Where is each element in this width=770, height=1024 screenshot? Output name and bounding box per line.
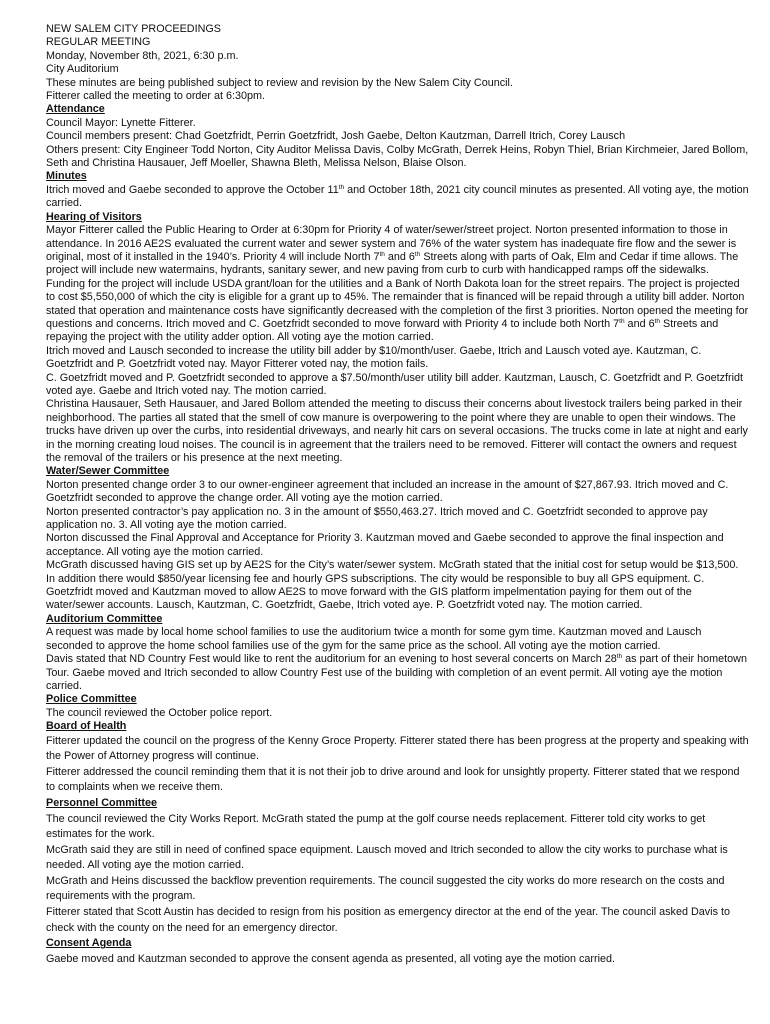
meeting-date: Monday, November 8th, 2021, 6:30 p.m. bbox=[46, 49, 239, 62]
superscript: th bbox=[379, 250, 385, 258]
city-works-paragraph: The council reviewed the City Works Report. McGrath stated the pump at the golf course needs replacement. Fitterer told city works to get estimates for the work. bbox=[46, 812, 706, 841]
call-to-order: Fitterer called the meeting to order at 6:30pm. bbox=[46, 90, 266, 103]
auditorium-heading: Auditorium Committee bbox=[46, 612, 163, 625]
consent-heading: Consent Agenda bbox=[46, 937, 132, 950]
meeting-location: City Auditorium bbox=[46, 63, 119, 76]
police-heading: Police Committee bbox=[46, 693, 137, 706]
adder-motion-paragraph: Itrich moved and Lausch seconded to increase the utility bill adder by $10/month/user. Gaebe, Itrich and Lausch voted aye. Kautzman, C. Goetzfridt and P. Goetzfridt voted nay. Mayor Fitterer voted nay, the motion fails. bbox=[46, 344, 702, 371]
superscript: th bbox=[616, 653, 623, 661]
country-fest-paragraph bbox=[46, 653, 750, 693]
attendance-members: Council members present: Chad Goetzfridt, Perrin Goetzfridt, Josh Gaebe, Delton Kautzman, Darrell Itrich, Corey Lausch bbox=[46, 130, 626, 143]
text-run: Itrich moved and Gaebe seconded to approve the October 11 bbox=[46, 183, 339, 196]
emergency-director-paragraph: Fitterer stated that Scott Austin has decided to resign from his position as emergency director at the end of the year. The council asked Davis to check with the county on the need for an emergency director. bbox=[46, 906, 730, 934]
text-run: and 6 bbox=[624, 317, 655, 330]
minutes-paragraph bbox=[46, 184, 750, 211]
backflow-paragraph: McGrath and Heins discussed the backflow prevention requirements. The council suggested the city works do more research on the costs and requirements with the program. bbox=[46, 874, 725, 903]
unsightly-property-paragraph: Fitterer addressed the council reminding them that it is not their job to drive around and look for unsightly property. Fitterer stated that we respond to complaints when we receive them. bbox=[46, 765, 740, 794]
livestock-concern-paragraph: Christina Hausauer, Seth Hausauer, and Jared Bollom attended the meeting to discuss their concerns about livestock trailers being parked in their neighborhood. The parties all stated that the smell of cow manure is overpowering to the point where they are unable to open their windows. The trucks have driven up over the curbs, into residential driveways, and nearly hit cars on several occasions. The trucks come in late at night and early in the morning creating loud noises. The council is in agreement that the trailers need to be removed. Fitterer will contact the owners and request the removal of the trailers or his presence at the next meeting. bbox=[46, 398, 748, 464]
personnel-heading: Personnel Committee bbox=[46, 796, 157, 809]
text-run: as part of their hometown Tour. Gaebe moved and Itrich seconded to allow Country Fest use of the building with completion of an event permit. All voting aye the motion carried. bbox=[46, 653, 747, 692]
change-order-paragraph: Norton presented change order 3 to our owner-engineer agreement that included an increase in the amount of $27,867.93. Itrich moved and C. Goetzfridt seconded to approve the change order. All voting aye the motion carried. bbox=[46, 478, 729, 505]
superscript: th bbox=[414, 250, 421, 258]
water-sewer-heading: Water/Sewer Committee bbox=[46, 465, 170, 478]
minutes-heading: Minutes bbox=[46, 170, 87, 183]
superscript: th bbox=[338, 183, 345, 191]
attendance-heading: Attendance bbox=[46, 103, 105, 116]
groce-property-paragraph: Fitterer updated the council on the progress of the Kenny Groce Property. Fitterer stated there has been progress at the property and speaking with the Power of Attorney progress will continue. bbox=[46, 734, 749, 763]
text-run: Streets along with parts of Oak, Elm and Cedar if time allows. The project will include new watermains, hydrants, sanitary sewer, and new paving from curb to curb with handicapped ramps off the sidewalks. Funding for the project will include USDA grant/loan for the utilities and a Bank of North Dakota loan for the street repairs. The project is projected to cost $5,550,000 of which the city is eligible for a grant up to 45%. The remainder that is financed will be repaid through a utility bill adder. Norton stated that operation and maintenance costs have significantly decreased with the completion of the first 3 priorities. Norton opened the meeting for questions and concerns. Itrich moved and C. Goetzfridt seconded to move forward with Priority 4 to include both North 7 bbox=[46, 250, 749, 330]
publication-disclaimer: These minutes are being published subject to review and revision by the New Salem City Council. bbox=[46, 76, 513, 89]
pay-application-paragraph: Norton presented contractor’s pay application no. 3 in the amount of $550,463.27. Itrich moved and C. Goetzfridt seconded to approve pay application no. 3. All voting aye the motion carried. bbox=[46, 505, 708, 532]
minutes-document bbox=[46, 23, 750, 967]
superscript: th bbox=[619, 317, 625, 325]
consent-paragraph: Gaebe moved and Kautzman seconded to approve the consent agenda as presented, all voting aye the motion carried. bbox=[46, 952, 616, 965]
text-run: and 6 bbox=[384, 250, 415, 263]
meeting-type: REGULAR MEETING bbox=[46, 36, 151, 49]
health-heading: Board of Health bbox=[46, 720, 127, 733]
text-run: Streets and repaying the project with the utility adder option. All voting aye the motion carried. bbox=[46, 317, 719, 344]
document-title: NEW SALEM CITY PROCEEDINGS bbox=[46, 23, 221, 35]
superscript: th bbox=[654, 317, 661, 325]
confined-space-paragraph: McGrath said they are still in need of confined space equipment. Lausch moved and Itrich seconded to allow the city works to purchase what is needed. All voting aye the motion carried. bbox=[46, 843, 728, 872]
home-school-paragraph: A request was made by local home school families to use the auditorium twice a month for some gym time. Kautzman moved and Lausch seconded to approve the home school families use of the gym for the same price as the school. All voting aye the motion carried. bbox=[46, 626, 702, 652]
attendance-others: Others present: City Engineer Todd Norton, City Auditor Melissa Davis, Colby McGrath, Derrek Heins, Robyn Thiel, Brian Kirchmeier, Jared Bollom, Seth and Christina Hausauer, Jeff Moeller, Shawna Bleth, Melissa Nelson, Blaise Olson. bbox=[46, 143, 749, 170]
public-hearing-paragraph bbox=[46, 224, 750, 345]
gis-paragraph: McGrath discussed having GIS set up by AE2S for the City’s water/sewer system. McGrath stated that the initial cost for setup would be $13,500. In addition there would $850/year licensing fee and hourly GPS subscriptions. The city would be responsible to buy all GPS equipment. C. Goetzfridt moved and Kautzman moved to allow AE2S to move forward with the GIS platform impelmentation paying for them out of the water/sewer accounts. Lausch, Kautzman, C. Goetzfridt, Gaebe, Itrich voted aye. P. Goetzfridt voted nay. The motion carried. bbox=[46, 559, 739, 612]
adder-approval-paragraph: C. Goetzfridt moved and P. Goetzfridt seconded to approve a $7.50/month/user utility bill adder. Kautzman, Lausch, C. Goetzfridt and P. Goetzfridt voted aye. Gaebe and Itrich voted nay. The motion carried. bbox=[46, 371, 743, 397]
police-report-paragraph: The council reviewed the October police report. bbox=[46, 706, 273, 719]
attendance-mayor: Council Mayor: Lynette Fitterer. bbox=[46, 116, 196, 129]
visitors-heading: Hearing of Visitors bbox=[46, 210, 142, 223]
text-run: Mayor Fitterer called the Public Hearing to Order at 6:30pm for Priority 4 of water/sewer/street project. Norton presented information to those in attendance. In 2016 AE2S evaluated the current water and sewer system and 76% of the water system has inadequate fire flow and the sewer is original, most of it installed in the 1940’s. Priority 4 will include North 7 bbox=[46, 224, 737, 263]
text-run: Davis stated that ND Country Fest would like to rent the auditorium for an evening to host several concerts on March 28 bbox=[46, 653, 617, 666]
text-run: and October 18th, 2021 city council minutes as presented. All voting aye, the motion carried. bbox=[46, 183, 749, 210]
final-approval-paragraph: Norton discussed the Final Approval and Acceptance for Priority 3. Kautzman moved and Gaebe seconded to approve the final inspection and acceptance. All voting aye the motion carried. bbox=[46, 532, 724, 558]
